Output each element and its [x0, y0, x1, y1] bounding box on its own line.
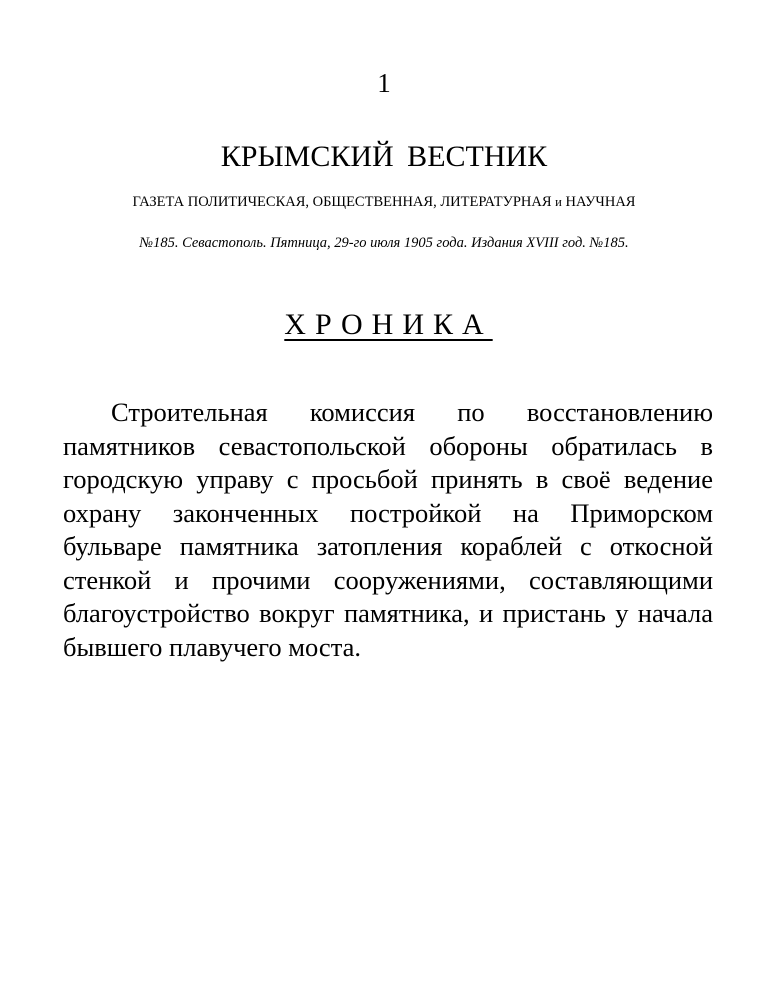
page-number: 1	[377, 68, 391, 98]
issue-line: №185. Севастополь. Пятница, 29-го июля 1905 года. Издания XVIII год. №185.	[139, 235, 629, 251]
section-title-text: ХРОНИКА	[284, 308, 493, 341]
section-heading	[0, 305, 768, 345]
article-paragraph: Строительная комиссия по восстановлению памятников севастопольской обороны обратилась в городскую управу с просьбой принять в своё ведение охрану законченных постройкой на Приморском бульваре памятника затопления кораблей с откосной стенкой и прочими сооружениями, составляющими благоустройство вокруг памятника, и пристань у начала бывшего плавучего моста.	[63, 397, 713, 662]
subtitle-end: НАУЧНАЯ	[565, 194, 636, 210]
subtitle-main: ГАЗЕТА ПОЛИТИЧЕСКАЯ, ОБЩЕСТВЕННАЯ, ЛИТЕРАТУРНАЯ	[132, 194, 552, 210]
subtitle-conjunction: и	[555, 195, 562, 209]
newspaper-title: КРЫМСКИЙ ВЕСТНИК	[220, 140, 548, 173]
newspaper-subtitle	[0, 192, 768, 212]
